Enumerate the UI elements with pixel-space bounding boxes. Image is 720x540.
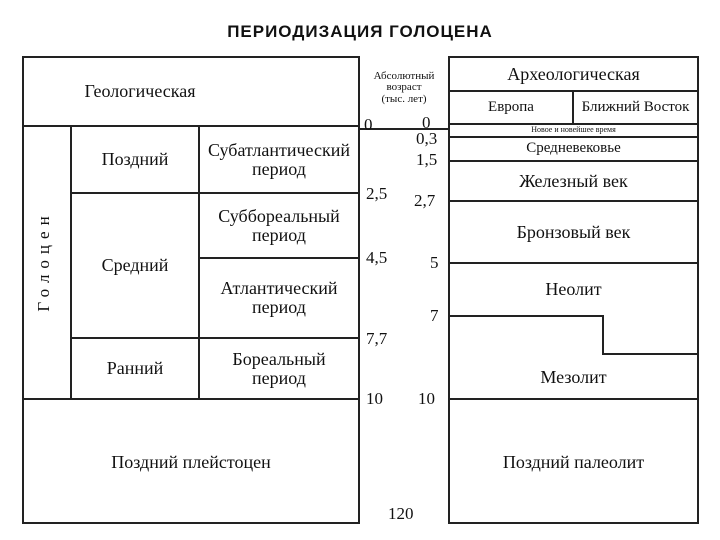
late-paleolithic: Поздний палеолит (502, 451, 645, 472)
geological-header: Геологическая (84, 80, 196, 101)
middle-holocene: Средний (101, 255, 169, 276)
mesolithic: Мезолит (540, 366, 607, 387)
near-east-column: Ближний Восток (581, 98, 690, 115)
age-right-1-5: 1,5 (416, 150, 438, 169)
age-left-10: 10 (366, 389, 383, 408)
age-right-10: 10 (418, 389, 435, 408)
page-title: ПЕРИОДИЗАЦИЯ ГОЛОЦЕНА (227, 22, 493, 41)
iron-age: Железный век (519, 170, 628, 191)
atlantic-period (200, 259, 358, 337)
subboreal-name: Суббореальный (218, 205, 340, 226)
age-header (360, 62, 448, 114)
divider (602, 353, 699, 355)
age-left-4-5: 4,5 (366, 248, 388, 267)
middle-ages: Средневековье (526, 140, 621, 157)
divider (448, 315, 604, 317)
early-holocene: Ранний (106, 358, 164, 379)
late-holocene: Поздний (101, 149, 169, 170)
subatlantic-period (200, 127, 358, 192)
age-left-2-5: 2,5 (366, 184, 388, 203)
archaeological-header: Археологическая (507, 63, 640, 84)
bronze-age: Бронзовый век (516, 221, 631, 242)
age-right-0-3: 0,3 (416, 129, 438, 148)
subatlantic-period-word: период (252, 158, 306, 179)
late-pleistocene: Поздний плейстоцен (111, 451, 271, 472)
atlantic-period-word: период (252, 297, 306, 317)
age-right-2-7: 2,7 (414, 191, 436, 210)
boreal-name: Бореальный (232, 348, 326, 369)
subboreal-period (200, 194, 358, 257)
age-right-0: 0 (422, 113, 431, 132)
boreal-period (200, 339, 358, 398)
age-left-7-7: 7,7 (366, 329, 388, 348)
age-header-line1: Абсолютный (373, 69, 435, 82)
age-header-line3: (тыс. лет) (381, 92, 427, 105)
subatlantic-name: Субатлантический (207, 139, 350, 160)
divider (602, 315, 604, 355)
age-left-0: 0 (364, 115, 373, 134)
age-left-120: 120 (388, 504, 414, 523)
modern-times: Новое и новейшее время (531, 124, 616, 134)
europe-column: Европа (488, 98, 534, 115)
age-header-line2: возраст (386, 81, 422, 94)
holocene-label: Голоцен (34, 210, 53, 312)
subboreal-period-word: период (252, 224, 306, 245)
age-right-7: 7 (430, 306, 439, 325)
neolithic: Неолит (545, 278, 602, 299)
boreal-period-word: период (252, 367, 306, 388)
atlantic-name: Атлантический (220, 278, 338, 299)
age-right-5: 5 (430, 253, 439, 272)
